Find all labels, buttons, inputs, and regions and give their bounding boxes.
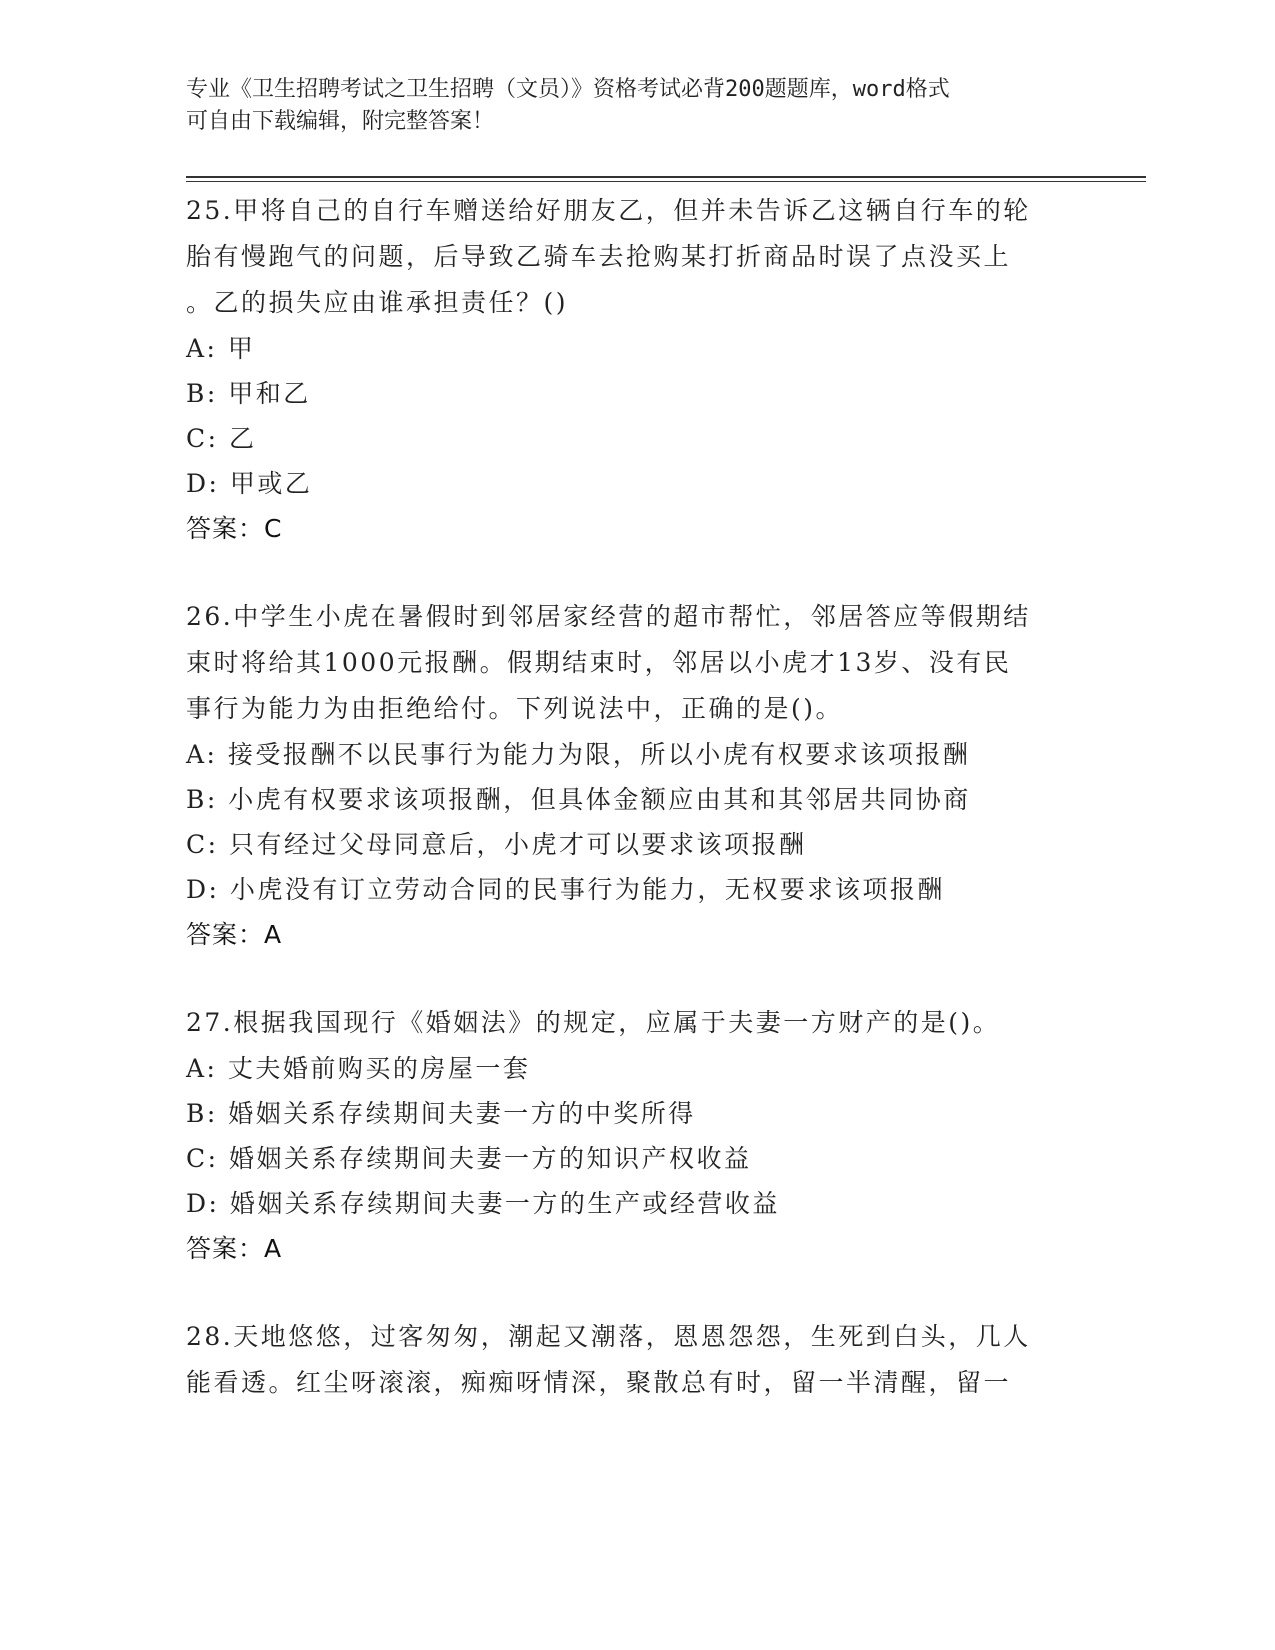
option-b: B: 甲和乙 bbox=[186, 379, 311, 408]
option-c: C: 只有经过父母同意后，小虎才可以要求该项报酬 bbox=[186, 830, 807, 859]
answer: 答案：A bbox=[186, 920, 283, 949]
option-a: A: 丈夫婚前购买的房屋一套 bbox=[186, 1054, 531, 1083]
question-spacer bbox=[186, 552, 1066, 594]
option-c: C: 婚姻关系存续期间夫妻一方的知识产权收益 bbox=[186, 1144, 752, 1173]
option-a: A: 接受报酬不以民事行为能力为限，所以小虎有权要求该项报酬 bbox=[186, 740, 971, 769]
question-spacer bbox=[186, 1272, 1066, 1314]
option-d: D: 婚姻关系存续期间夫妻一方的生产或经营收益 bbox=[186, 1189, 780, 1218]
option-a: A: 甲 bbox=[186, 334, 256, 363]
header-title-line-2: 可自由下载编辑，附完整答案！ bbox=[186, 109, 495, 134]
question-25 bbox=[186, 188, 1066, 552]
answer: 答案：C bbox=[186, 514, 283, 543]
question-list bbox=[186, 188, 1066, 1406]
option-b: B: 婚姻关系存续期间夫妻一方的中奖所得 bbox=[186, 1099, 696, 1128]
answer: 答案：A bbox=[186, 1234, 283, 1263]
question-28 bbox=[186, 1314, 1066, 1406]
question-text-line: 事行为能力为由拒绝给付。下列说法中，正确的是()。 bbox=[186, 694, 844, 723]
option-d: D: 小虎没有订立劳动合同的民事行为能力，无权要求该项报酬 bbox=[186, 875, 945, 904]
question-text-line: 束时将给其1000元报酬。假期结束时，邻居以小虎才13岁、没有民 bbox=[186, 648, 1012, 677]
question-spacer bbox=[186, 958, 1066, 1000]
question-text-line: 胎有慢跑气的问题，后导致乙骑车去抢购某打折商品时误了点没买上 bbox=[186, 242, 1012, 271]
header-title-line-1: 专业《卫生招聘考试之卫生招聘（文员）》资格考试必背200题题库，word格式 bbox=[186, 77, 950, 102]
option-b: B: 小虎有权要求该项报酬，但具体金额应由其和其邻居共同协商 bbox=[186, 785, 971, 814]
option-c: C: 乙 bbox=[186, 424, 257, 453]
question-text-line: 27.根据我国现行《婚姻法》的规定，应属于夫妻一方财产的是()。 bbox=[186, 1008, 1001, 1037]
question-text-line: 25.甲将自己的自行车赠送给好朋友乙，但并未告诉乙这辆自行车的轮 bbox=[186, 196, 1031, 225]
question-27 bbox=[186, 1000, 1066, 1272]
document-header bbox=[186, 74, 1066, 138]
question-26 bbox=[186, 594, 1066, 958]
header-divider-thick bbox=[186, 176, 1146, 178]
question-text-line: 。乙的损失应由谁承担责任？() bbox=[186, 288, 569, 317]
question-text-line: 26.中学生小虎在暑假时到邻居家经营的超市帮忙，邻居答应等假期结 bbox=[186, 602, 1031, 631]
question-text-line: 能看透。红尘呀滚滚，痴痴呀情深，聚散总有时，留一半清醒，留一 bbox=[186, 1368, 1012, 1397]
question-text-line: 28.天地悠悠，过客匆匆，潮起又潮落，恩恩怨怨，生死到白头，几人 bbox=[186, 1322, 1031, 1351]
option-d: D: 甲或乙 bbox=[186, 469, 313, 498]
header-divider-thin bbox=[186, 181, 1146, 182]
